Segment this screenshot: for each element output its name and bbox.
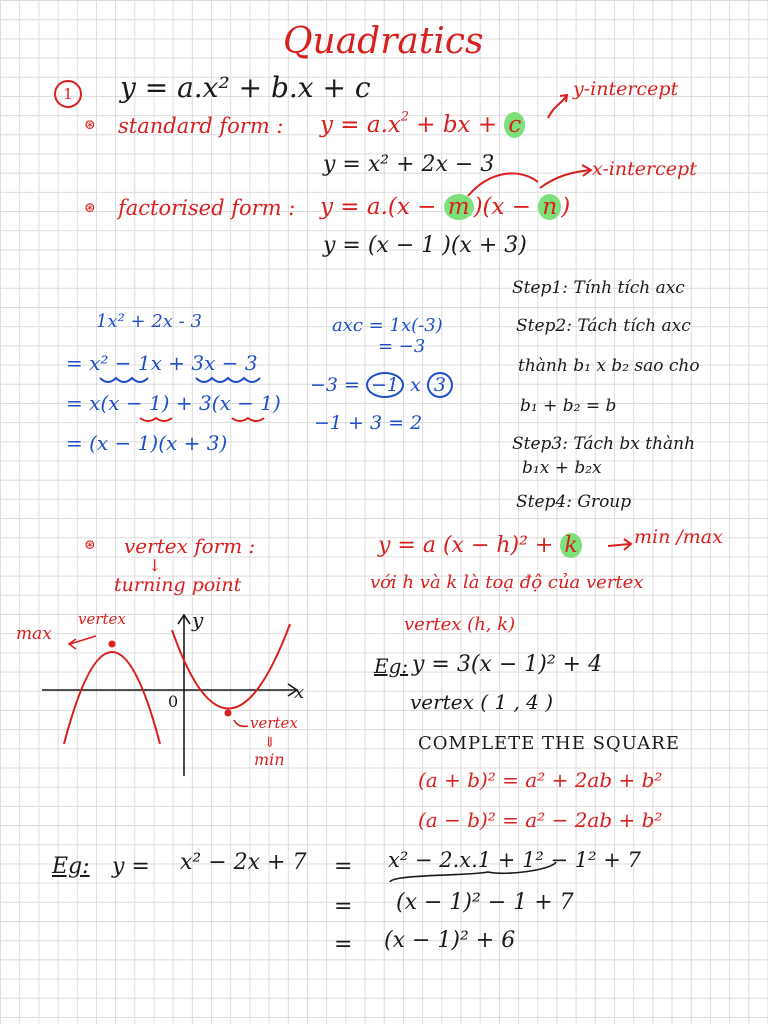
x-intercept-annotation: x-intercept xyxy=(592,158,697,180)
example2-step-2: (x − 1)² − 1 + 7 xyxy=(396,890,574,915)
parabola-min xyxy=(172,624,290,709)
axc-line-1: axc = 1x(-3) xyxy=(332,315,443,336)
underline-group-1 xyxy=(100,378,148,382)
factorised-form-equation: y = a.(x − m )(x − n ) xyxy=(320,194,571,220)
page-title: Quadratics xyxy=(283,21,484,62)
step-1: Step1: Tính tích axc xyxy=(512,278,685,298)
graph-vertex-bottom: vertex xyxy=(250,714,298,732)
x-intercept-arrow-n xyxy=(540,170,590,188)
c-highlight: c xyxy=(504,112,525,138)
example2-step-3: (x − 1)² + 6 xyxy=(384,928,516,953)
step-3: Step3: Tách bx thành xyxy=(512,434,696,454)
bullet-dot: ⊛ xyxy=(84,200,96,216)
factor-line-3: = x(x − 1) + 3(x − 1) xyxy=(66,391,281,415)
factorised-example: y = (x − 1 )(x + 3) xyxy=(323,233,527,258)
step-2: Step2: Tách tích axc xyxy=(516,316,691,336)
arrow-down: ↓ xyxy=(148,556,162,575)
axc-line-2: = −3 xyxy=(378,336,426,357)
vertex-min-point xyxy=(225,710,232,717)
example2-equals-1: = xyxy=(334,854,353,879)
circled-three: 3 xyxy=(427,372,453,398)
min-max-arrow xyxy=(608,544,630,546)
example2-equals-2: = xyxy=(334,894,353,919)
step-2-detail: thành b₁ x b₂ sao cho xyxy=(518,356,700,376)
standard-form-equation: $y = a.x^2$ + bx + c xyxy=(320,114,525,137)
vertex-hk: vertex (h, k) xyxy=(404,614,516,635)
example2-expression: x² − 2x + 7 xyxy=(180,850,307,875)
parabola-max xyxy=(64,652,160,744)
underline-group-2 xyxy=(196,378,260,382)
vertex-example-equation: y = 3(x − 1)² + 4 xyxy=(412,652,603,677)
example2-step-1: x² − 2.x.1 + 1² − 1² + 7 xyxy=(388,848,641,872)
y-intercept-arrow xyxy=(548,96,566,118)
example2-lhs: y = xyxy=(112,854,150,879)
standard-example: y = x² + 2x − 3 xyxy=(323,152,495,177)
graph-y-label: y xyxy=(192,608,204,632)
step-3-detail: b₁x + b₂x xyxy=(522,458,602,478)
factor-line-4: = (x − 1)(x + 3) xyxy=(66,431,228,455)
general-equation: y = a.x² + b.x + c xyxy=(120,71,371,104)
identity-plus: (a + b)² = a² + 2ab + b² xyxy=(418,768,663,792)
k-highlight: k xyxy=(560,533,581,558)
graph-x-label: x xyxy=(294,682,305,703)
underline-red-2 xyxy=(232,418,264,421)
min-max-label: min /max xyxy=(634,526,723,548)
standard-form-label: standard form : xyxy=(118,114,284,138)
example2-equals-3: = xyxy=(334,932,353,957)
step-4: Step4: Group xyxy=(516,492,632,512)
example2-brace xyxy=(390,862,556,882)
bullet-dot: ⊛ xyxy=(84,537,96,553)
factor-line-2: = x² − 1x + 3x − 3 xyxy=(66,351,258,375)
axc-line-4: −1 + 3 = 2 xyxy=(314,412,423,434)
turning-point-label: turning point xyxy=(114,574,242,596)
vertex-form-label: vertex form : xyxy=(124,534,256,558)
example2-label: Eg: xyxy=(52,854,90,879)
vertex-form-equation: y = a (x − h)² + k xyxy=(378,535,582,557)
vertex-example-label: Eg: xyxy=(374,654,409,678)
graph-origin: 0 xyxy=(168,692,179,711)
graph-down-arrow: ⇓ xyxy=(264,735,276,751)
vertex-description: với h và k là toạ độ của vertex xyxy=(370,572,644,593)
circled-minus-one: −1 xyxy=(366,372,404,398)
vertex-max-point xyxy=(109,641,116,648)
underline-red-1 xyxy=(140,418,172,421)
bullet-dot: ⊛ xyxy=(84,117,96,133)
n-highlight: n xyxy=(538,194,561,220)
factor-line-1: 1x² + 2x - 3 xyxy=(96,311,202,332)
identity-minus: (a − b)² = a² − 2ab + b² xyxy=(418,808,663,832)
factorised-form-label: factorised form : xyxy=(118,196,296,220)
section-number: 1 xyxy=(54,80,82,108)
complete-the-square: COMPLETE THE SQUARE xyxy=(418,733,680,754)
graph-min-label: min xyxy=(254,750,285,769)
graph-max-label: max xyxy=(16,624,52,644)
vertex-example-result: vertex ( 1 , 4 ) xyxy=(410,690,554,714)
x-intercept-arrow-m xyxy=(468,173,538,196)
m-highlight: m xyxy=(444,194,474,220)
step-2-condition: b₁ + b₂ = b xyxy=(520,396,617,416)
y-intercept-annotation: y-intercept xyxy=(573,78,679,100)
graph-vertex-top: vertex xyxy=(78,610,126,628)
axc-line-3: −3 = −1 x 3 xyxy=(310,376,453,395)
